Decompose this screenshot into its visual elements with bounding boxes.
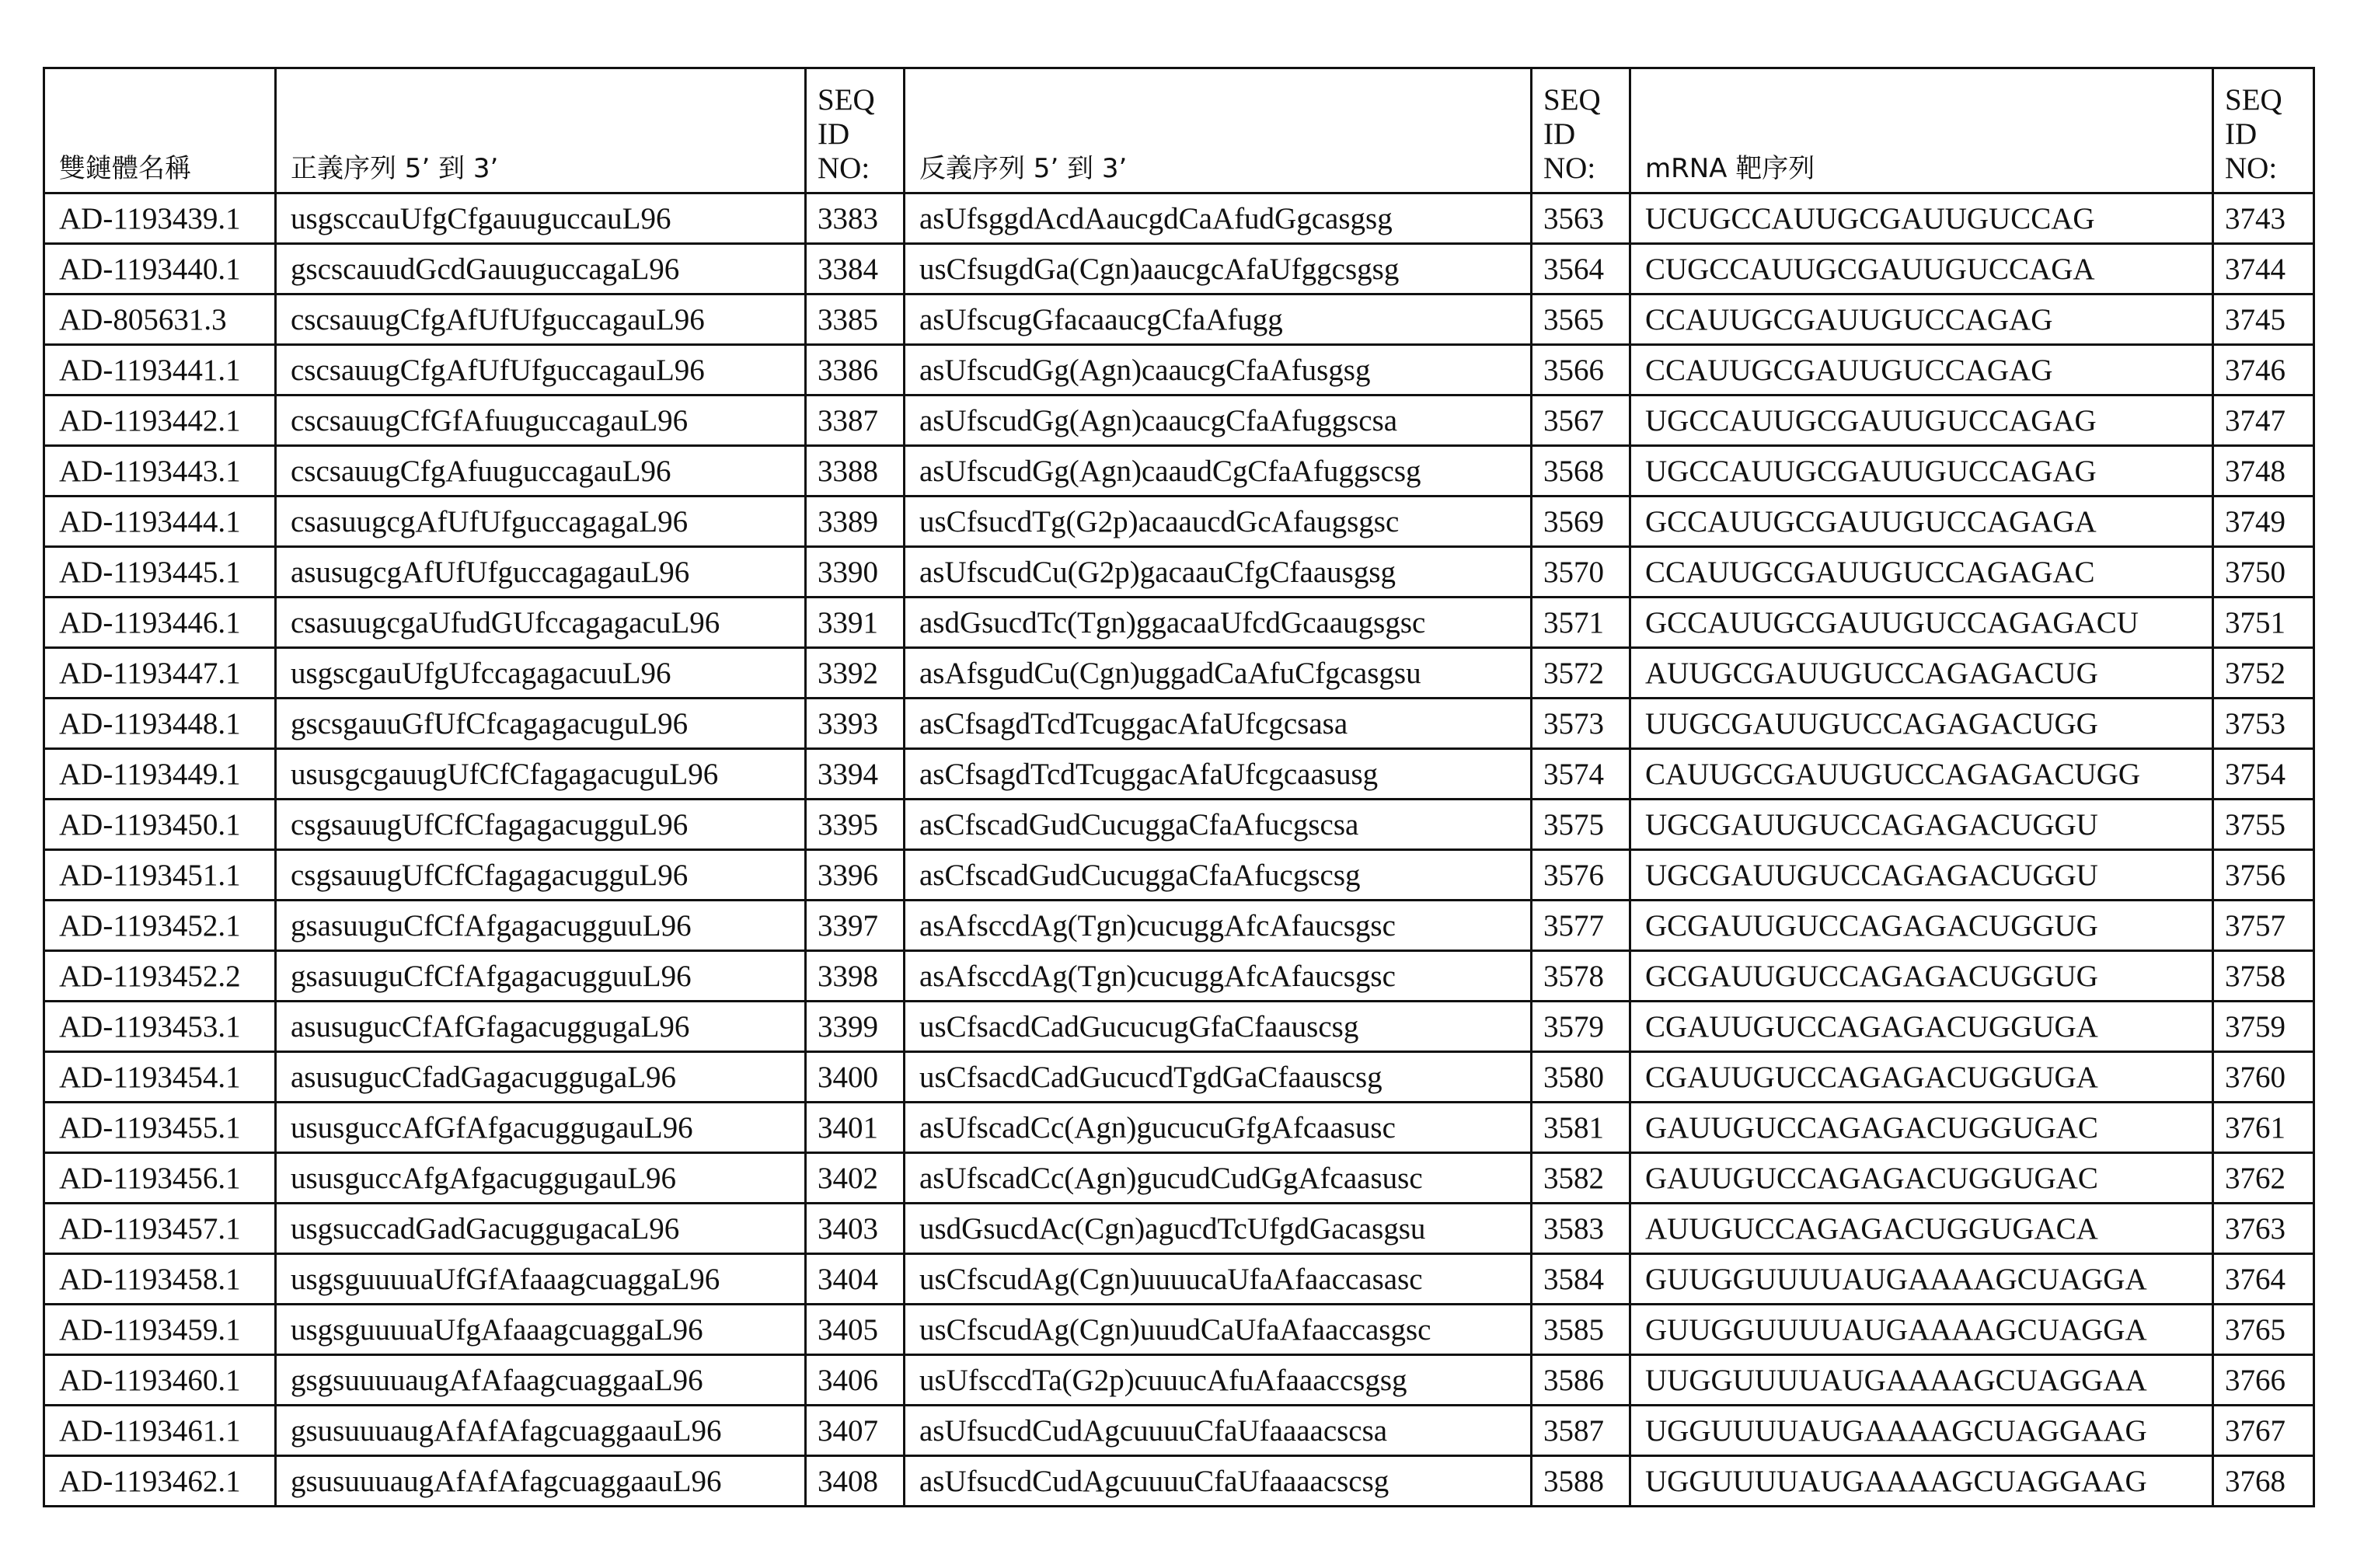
antisense-sequence-cell: asCfsagdTcdTcuggacAfaUfcgcsasa	[905, 699, 1532, 749]
sense-sequence-cell: ususgcgauugUfCfCfagagacuguL96	[276, 749, 806, 800]
antisense-sequence-cell: asUfscudGg(Agn)caaudCgCfaAfuggscsg	[905, 446, 1532, 497]
mrna-target-sequence-cell: AUUGUCCAGAGACUGGUGACA	[1630, 1204, 2213, 1254]
table-row	[44, 800, 2314, 850]
sense-seq-id-cell: 3383	[806, 193, 905, 244]
mrna-target-sequence-cell: CAUUGCGAUUGUCCAGAGACUGG	[1630, 749, 2213, 800]
sense-seq-id-cell: 3400	[806, 1052, 905, 1103]
seq-label: SEQ	[1543, 83, 1601, 117]
sense-seq-id-cell: 3406	[806, 1355, 905, 1406]
sense-sequence-cell: csgsauugUfCfCfagagacugguL96	[276, 800, 806, 850]
duplex-name-cell: AD-1193450.1	[44, 800, 276, 850]
antisense-seq-id-cell: 3571	[1532, 598, 1630, 648]
sense-sequence-cell: gsusuuuaugAfAfAfagcuaggaauL96	[276, 1456, 806, 1507]
sense-seq-id-cell: 3393	[806, 699, 905, 749]
duplex-name-cell: AD-1193459.1	[44, 1305, 276, 1355]
antisense-sequence-cell: usCfsucdTg(G2p)acaaucdGcAfaugsgsc	[905, 497, 1532, 547]
antisense-sequence-cell: asAfsccdAg(Tgn)cucuggAfcAfaucsgsc	[905, 951, 1532, 1002]
antisense-sequence-cell: asAfsccdAg(Tgn)cucuggAfcAfaucsgsc	[905, 901, 1532, 951]
duplex-name-cell: AD-805631.3	[44, 294, 276, 345]
sense-seq-id-cell: 3396	[806, 850, 905, 901]
duplex-name-cell: AD-1193452.1	[44, 901, 276, 951]
antisense-seq-id-cell: 3581	[1532, 1103, 1630, 1153]
mrna-seq-id-cell: 3763	[2213, 1204, 2314, 1254]
antisense-sequence-cell: asUfscugGfacaaucgCfaAfugg	[905, 294, 1532, 345]
antisense-seq-id-cell: 3563	[1532, 193, 1630, 244]
sense-seq-id-cell: 3403	[806, 1204, 905, 1254]
antisense-sequence-cell: asCfscadGudCucuggaCfaAfucgscsa	[905, 800, 1532, 850]
antisense-sequence-cell: usCfsugdGa(Cgn)aaucgcAfaUfggcsgsg	[905, 244, 1532, 294]
antisense-seq-id-cell: 3586	[1532, 1355, 1630, 1406]
mrna-target-sequence-cell: GCCAUUGCGAUUGUCCAGAGACU	[1630, 598, 2213, 648]
sense-seq-id-cell: 3398	[806, 951, 905, 1002]
antisense-seq-id-cell: 3578	[1532, 951, 1630, 1002]
mrna-target-sequence-cell: UGCGAUUGUCCAGAGACUGGU	[1630, 800, 2213, 850]
mrna-seq-id-cell: 3754	[2213, 749, 2314, 800]
antisense-seq-id-cell: 3585	[1532, 1305, 1630, 1355]
table-row	[44, 699, 2314, 749]
header-antisense-sequence: 反義序列 5’ 到 3’	[905, 68, 1532, 193]
antisense-sequence-cell: asUfscadCc(Agn)gucucuGfgAfcaasusc	[905, 1103, 1532, 1153]
sense-seq-id-cell: 3401	[806, 1103, 905, 1153]
sense-sequence-cell: ususguccAfgAfgacuggugauL96	[276, 1153, 806, 1204]
mrna-target-sequence-cell: UCUGCCAUUGCGAUUGUCCAG	[1630, 193, 2213, 244]
antisense-sequence-cell: usUfsccdTa(G2p)cuuucAfuAfaaaccsgsg	[905, 1355, 1532, 1406]
sense-seq-id-cell: 3404	[806, 1254, 905, 1305]
table-row	[44, 294, 2314, 345]
antisense-sequence-cell: asCfscadGudCucuggaCfaAfucgscsg	[905, 850, 1532, 901]
table-row	[44, 1305, 2314, 1355]
header-seq-id-antisense	[1532, 68, 1630, 193]
antisense-sequence-cell: usCfscudAg(Cgn)uuudCaUfaAfaaccasgsc	[905, 1305, 1532, 1355]
antisense-seq-id-cell: 3573	[1532, 699, 1630, 749]
sense-sequence-cell: csasuugcgaUfudGUfccagagacuL96	[276, 598, 806, 648]
header-sense-sequence: 正義序列 5’ 到 3’	[276, 68, 806, 193]
antisense-sequence-cell: asAfsgudCu(Cgn)uggadCaAfuCfgcasgsu	[905, 648, 1532, 699]
no-label: NO:	[818, 152, 870, 185]
antisense-sequence-cell: asUfsggdAcdAaucgdCaAfudGgcasgsg	[905, 193, 1532, 244]
sense-sequence-cell: csasuugcgAfUfUfguccagagaL96	[276, 497, 806, 547]
sense-sequence-cell: ususguccAfGfAfgacuggugauL96	[276, 1103, 806, 1153]
duplex-name-cell: AD-1193445.1	[44, 547, 276, 598]
mrna-target-sequence-cell: UGCCAUUGCGAUUGUCCAGAG	[1630, 446, 2213, 497]
mrna-seq-id-cell: 3757	[2213, 901, 2314, 951]
mrna-target-sequence-cell: UGCGAUUGUCCAGAGACUGGU	[1630, 850, 2213, 901]
table-row	[44, 1153, 2314, 1204]
sense-sequence-cell: gsgsuuuuaugAfAfaagcuaggaaL96	[276, 1355, 806, 1406]
duplex-name-cell: AD-1193452.2	[44, 951, 276, 1002]
antisense-sequence-cell: usCfscudAg(Cgn)uuuucaUfaAfaaccasasc	[905, 1254, 1532, 1305]
sense-sequence-cell: csgsauugUfCfCfagagacugguL96	[276, 850, 806, 901]
antisense-sequence-cell: usdGsucdAc(Cgn)agucdTcUfgdGacasgsu	[905, 1204, 1532, 1254]
header-mrna-target: mRNA 靶序列	[1630, 68, 2213, 193]
sense-sequence-cell: gsasuuguCfCfAfgagacugguuL96	[276, 951, 806, 1002]
antisense-seq-id-cell: 3576	[1532, 850, 1630, 901]
sense-seq-id-cell: 3389	[806, 497, 905, 547]
mrna-seq-id-cell: 3760	[2213, 1052, 2314, 1103]
antisense-seq-id-cell: 3577	[1532, 901, 1630, 951]
sense-seq-id-cell: 3408	[806, 1456, 905, 1507]
duplex-name-cell: AD-1193439.1	[44, 193, 276, 244]
mrna-seq-id-cell: 3755	[2213, 800, 2314, 850]
antisense-sequence-cell: asUfscudCu(G2p)gacaauCfgCfaausgsg	[905, 547, 1532, 598]
table-row	[44, 193, 2314, 244]
sense-sequence-cell: cscsauugCfGfAfuuguccagauL96	[276, 395, 806, 446]
header-seq-id-mrna	[2213, 68, 2314, 193]
mrna-seq-id-cell: 3767	[2213, 1406, 2314, 1456]
mrna-target-sequence-cell: GAUUGUCCAGAGACUGGUGAC	[1630, 1103, 2213, 1153]
antisense-seq-id-cell: 3587	[1532, 1406, 1630, 1456]
table-row	[44, 1103, 2314, 1153]
mrna-target-sequence-cell: GCCAUUGCGAUUGUCCAGAGA	[1630, 497, 2213, 547]
sense-sequence-cell: gscscauudGcdGauuguccagaL96	[276, 244, 806, 294]
table-row	[44, 850, 2314, 901]
table-row	[44, 749, 2314, 800]
duplex-name-cell: AD-1193443.1	[44, 446, 276, 497]
duplex-name-cell: AD-1193449.1	[44, 749, 276, 800]
table-row	[44, 1052, 2314, 1103]
mrna-target-sequence-cell: AUUGCGAUUGUCCAGAGACUG	[1630, 648, 2213, 699]
table-row	[44, 395, 2314, 446]
antisense-sequence-cell: asUfsucdCudAgcuuuuCfaUfaaaacscsg	[905, 1456, 1532, 1507]
mrna-target-sequence-cell: CUGCCAUUGCGAUUGUCCAGA	[1630, 244, 2213, 294]
sense-seq-id-cell: 3384	[806, 244, 905, 294]
duplex-name-cell: AD-1193441.1	[44, 345, 276, 395]
sense-seq-id-cell: 3388	[806, 446, 905, 497]
sense-seq-id-cell: 3392	[806, 648, 905, 699]
mrna-target-sequence-cell: CGAUUGUCCAGAGACUGGUGA	[1630, 1002, 2213, 1052]
antisense-seq-id-cell: 3582	[1532, 1153, 1630, 1204]
seq-label: SEQ	[818, 83, 875, 117]
table-row	[44, 244, 2314, 294]
table-row	[44, 446, 2314, 497]
sense-sequence-cell: asusugucCfadGagacuggugaL96	[276, 1052, 806, 1103]
mrna-target-sequence-cell: GUUGGUUUUAUGAAAAGCUAGGA	[1630, 1305, 2213, 1355]
sense-sequence-cell: cscsauugCfgAfuuguccagauL96	[276, 446, 806, 497]
header-duplex-name: 雙鏈體名稱	[44, 68, 276, 193]
mrna-seq-id-cell: 3749	[2213, 497, 2314, 547]
mrna-seq-id-cell: 3761	[2213, 1103, 2314, 1153]
mrna-seq-id-cell: 3747	[2213, 395, 2314, 446]
antisense-seq-id-cell: 3580	[1532, 1052, 1630, 1103]
mrna-seq-id-cell: 3764	[2213, 1254, 2314, 1305]
antisense-seq-id-cell: 3567	[1532, 395, 1630, 446]
header-seq-id-sense	[806, 68, 905, 193]
sense-sequence-cell: usgscgauUfgUfccagagacuuL96	[276, 648, 806, 699]
mrna-seq-id-cell: 3758	[2213, 951, 2314, 1002]
mrna-target-sequence-cell: CCAUUGCGAUUGUCCAGAGAC	[1630, 547, 2213, 598]
mrna-seq-id-cell: 3759	[2213, 1002, 2314, 1052]
sense-seq-id-cell: 3385	[806, 294, 905, 345]
antisense-seq-id-cell: 3572	[1532, 648, 1630, 699]
antisense-seq-id-cell: 3566	[1532, 345, 1630, 395]
table-row	[44, 1254, 2314, 1305]
duplex-name-cell: AD-1193444.1	[44, 497, 276, 547]
sense-seq-id-cell: 3405	[806, 1305, 905, 1355]
mrna-seq-id-cell: 3756	[2213, 850, 2314, 901]
table-row	[44, 1456, 2314, 1507]
table-row	[44, 547, 2314, 598]
antisense-sequence-cell: asUfscudGg(Agn)caaucgCfaAfuggscsa	[905, 395, 1532, 446]
mrna-target-sequence-cell: GAUUGUCCAGAGACUGGUGAC	[1630, 1153, 2213, 1204]
antisense-seq-id-cell: 3575	[1532, 800, 1630, 850]
mrna-seq-id-cell: 3766	[2213, 1355, 2314, 1406]
antisense-sequence-cell: asdGsucdTc(Tgn)ggacaaUfcdGcaaugsgsc	[905, 598, 1532, 648]
antisense-seq-id-cell: 3568	[1532, 446, 1630, 497]
duplex-name-cell: AD-1193453.1	[44, 1002, 276, 1052]
sense-seq-id-cell: 3386	[806, 345, 905, 395]
duplex-name-cell: AD-1193448.1	[44, 699, 276, 749]
antisense-seq-id-cell: 3579	[1532, 1002, 1630, 1052]
sense-sequence-cell: gscsgauuGfUfCfcagagacuguL96	[276, 699, 806, 749]
no-label: NO:	[1543, 152, 1595, 185]
antisense-seq-id-cell: 3569	[1532, 497, 1630, 547]
mrna-seq-id-cell: 3743	[2213, 193, 2314, 244]
duplex-name-cell: AD-1193456.1	[44, 1153, 276, 1204]
table-row	[44, 1204, 2314, 1254]
mrna-target-sequence-cell: GUUGGUUUUAUGAAAAGCUAGGA	[1630, 1254, 2213, 1305]
mrna-seq-id-cell: 3750	[2213, 547, 2314, 598]
table-row	[44, 345, 2314, 395]
sense-sequence-cell: asusugucCfAfGfagacuggugaL96	[276, 1002, 806, 1052]
id-label: ID	[1543, 117, 1575, 151]
mrna-seq-id-cell: 3753	[2213, 699, 2314, 749]
mrna-target-sequence-cell: UGGUUUUAUGAAAAGCUAGGAAG	[1630, 1406, 2213, 1456]
sense-sequence-cell: gsusuuuaugAfAfAfagcuaggaauL96	[276, 1406, 806, 1456]
antisense-seq-id-cell: 3588	[1532, 1456, 1630, 1507]
duplex-name-cell: AD-1193440.1	[44, 244, 276, 294]
id-label: ID	[2225, 117, 2257, 151]
id-label: ID	[818, 117, 849, 151]
table-row	[44, 648, 2314, 699]
mrna-target-sequence-cell: UUGGUUUUAUGAAAAGCUAGGAA	[1630, 1355, 2213, 1406]
sense-seq-id-cell: 3399	[806, 1002, 905, 1052]
duplex-name-cell: AD-1193461.1	[44, 1406, 276, 1456]
antisense-sequence-cell: usCfsacdCadGucucugGfaCfaauscsg	[905, 1002, 1532, 1052]
sense-sequence-cell: usgsuccadGadGacuggugacaL96	[276, 1204, 806, 1254]
mrna-seq-id-cell: 3744	[2213, 244, 2314, 294]
antisense-sequence-cell: asCfsagdTcdTcuggacAfaUfcgcaasusg	[905, 749, 1532, 800]
sense-seq-id-cell: 3402	[806, 1153, 905, 1204]
sense-sequence-cell: cscsauugCfgAfUfUfguccagauL96	[276, 345, 806, 395]
mrna-seq-id-cell: 3745	[2213, 294, 2314, 345]
mrna-seq-id-cell: 3752	[2213, 648, 2314, 699]
duplex-name-cell: AD-1193451.1	[44, 850, 276, 901]
mrna-target-sequence-cell: GCGAUUGUCCAGAGACUGGUG	[1630, 901, 2213, 951]
duplex-name-cell: AD-1193446.1	[44, 598, 276, 648]
duplex-name-cell: AD-1193454.1	[44, 1052, 276, 1103]
duplex-name-cell: AD-1193447.1	[44, 648, 276, 699]
antisense-seq-id-cell: 3583	[1532, 1204, 1630, 1254]
antisense-sequence-cell: asUfsucdCudAgcuuuuCfaUfaaaacscsa	[905, 1406, 1532, 1456]
mrna-target-sequence-cell: CGAUUGUCCAGAGACUGGUGA	[1630, 1052, 2213, 1103]
sense-sequence-cell: cscsauugCfgAfUfUfguccagauL96	[276, 294, 806, 345]
sense-seq-id-cell: 3395	[806, 800, 905, 850]
no-label: NO:	[2225, 152, 2277, 185]
antisense-seq-id-cell: 3565	[1532, 294, 1630, 345]
sense-sequence-cell: usgsccauUfgCfgauuguccauL96	[276, 193, 806, 244]
duplex-name-cell: AD-1193457.1	[44, 1204, 276, 1254]
antisense-seq-id-cell: 3570	[1532, 547, 1630, 598]
antisense-seq-id-cell: 3584	[1532, 1254, 1630, 1305]
mrna-seq-id-cell: 3751	[2213, 598, 2314, 648]
mrna-target-sequence-cell: UGCCAUUGCGAUUGUCCAGAG	[1630, 395, 2213, 446]
sense-sequence-cell: usgsguuuuaUfGfAfaaagcuaggaL96	[276, 1254, 806, 1305]
duplex-name-cell: AD-1193460.1	[44, 1355, 276, 1406]
header-row	[44, 68, 2314, 193]
sense-seq-id-cell: 3390	[806, 547, 905, 598]
mrna-target-sequence-cell: UGGUUUUAUGAAAAGCUAGGAAG	[1630, 1456, 2213, 1507]
mrna-target-sequence-cell: CCAUUGCGAUUGUCCAGAG	[1630, 345, 2213, 395]
table-row	[44, 1355, 2314, 1406]
antisense-sequence-cell: usCfsacdCadGucucdTgdGaCfaauscsg	[905, 1052, 1532, 1103]
sense-seq-id-cell: 3394	[806, 749, 905, 800]
mrna-target-sequence-cell: GCGAUUGUCCAGAGACUGGUG	[1630, 951, 2213, 1002]
sense-seq-id-cell: 3397	[806, 901, 905, 951]
table-row	[44, 598, 2314, 648]
duplex-name-cell: AD-1193458.1	[44, 1254, 276, 1305]
table-row	[44, 901, 2314, 951]
sense-sequence-cell: usgsguuuuaUfgAfaaagcuaggaL96	[276, 1305, 806, 1355]
sense-sequence-cell: asusugcgAfUfUfguccagagauL96	[276, 547, 806, 598]
sense-seq-id-cell: 3407	[806, 1406, 905, 1456]
antisense-seq-id-cell: 3574	[1532, 749, 1630, 800]
table-row	[44, 1406, 2314, 1456]
antisense-sequence-cell: asUfscadCc(Agn)gucudCudGgAfcaasusc	[905, 1153, 1532, 1204]
mrna-target-sequence-cell: UUGCGAUUGUCCAGAGACUGG	[1630, 699, 2213, 749]
seq-label: SEQ	[2225, 83, 2282, 117]
duplex-name-cell: AD-1193462.1	[44, 1456, 276, 1507]
table-row	[44, 951, 2314, 1002]
table-row	[44, 497, 2314, 547]
table-body	[44, 193, 2314, 1507]
mrna-seq-id-cell: 3765	[2213, 1305, 2314, 1355]
sense-sequence-cell: gsasuuguCfCfAfgagacugguuL96	[276, 901, 806, 951]
mrna-seq-id-cell: 3768	[2213, 1456, 2314, 1507]
sense-seq-id-cell: 3391	[806, 598, 905, 648]
duplex-name-cell: AD-1193442.1	[44, 395, 276, 446]
mrna-seq-id-cell: 3746	[2213, 345, 2314, 395]
mrna-seq-id-cell: 3762	[2213, 1153, 2314, 1204]
duplex-name-cell: AD-1193455.1	[44, 1103, 276, 1153]
antisense-seq-id-cell: 3564	[1532, 244, 1630, 294]
mrna-seq-id-cell: 3748	[2213, 446, 2314, 497]
antisense-sequence-cell: asUfscudGg(Agn)caaucgCfaAfusgsg	[905, 345, 1532, 395]
sense-seq-id-cell: 3387	[806, 395, 905, 446]
table-row	[44, 1002, 2314, 1052]
mrna-target-sequence-cell: CCAUUGCGAUUGUCCAGAG	[1630, 294, 2213, 345]
sirna-duplex-table	[43, 67, 2315, 1507]
